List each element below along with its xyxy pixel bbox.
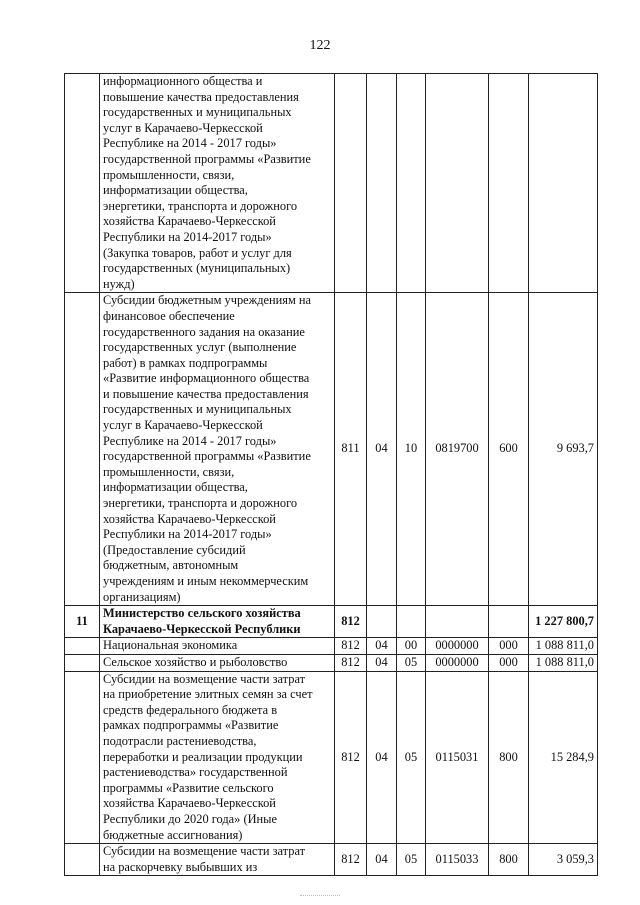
cell-expense-type: 600 <box>489 293 529 606</box>
cell-expense-type <box>489 74 529 293</box>
row-number <box>65 74 100 293</box>
row-name-line: и повышение качества предоставления <box>103 386 309 401</box>
cell-section <box>367 606 397 638</box>
row-name <box>100 638 335 655</box>
cell-target-item <box>426 606 489 638</box>
table-row <box>65 606 598 638</box>
cell-section: 04 <box>367 654 397 671</box>
cell-target-item: 0115033 <box>426 844 489 876</box>
row-name-line: хозяйства Карачаево-Черкесской <box>103 511 276 526</box>
cell-subsection: 05 <box>397 671 426 844</box>
row-name-line: учреждениям и иным некоммерческим <box>103 574 309 588</box>
cell-target-item <box>426 74 489 293</box>
cell-ved: 812 <box>335 654 367 671</box>
cell-target-item: 0819700 <box>426 293 489 606</box>
row-number <box>65 844 100 876</box>
cell-section: 04 <box>367 844 397 876</box>
row-name-line: бюджетные ассигнования) <box>103 827 243 842</box>
row-name-line: Республике на 2014 - 2017 годы» <box>103 433 277 448</box>
row-name <box>100 293 335 606</box>
row-name-line: повышение качества предоставления <box>103 89 299 104</box>
cell-target-item: 0115031 <box>426 671 489 844</box>
row-name-line: финансовое обеспечение <box>103 308 235 323</box>
row-name-line: хозяйства Карачаево-Черкесской <box>103 796 276 811</box>
cell-ved <box>335 74 367 293</box>
row-name-line: Республики на 2014-2017 годы» <box>103 229 272 244</box>
cell-subsection: 00 <box>397 638 426 655</box>
row-name-line: промышленности, связи, <box>103 167 235 182</box>
row-name-line: Республике на 2014 - 2017 годы» <box>103 136 277 151</box>
cell-section: 04 <box>367 671 397 844</box>
row-name-line: (Закупка товаров, работ и услуг для <box>103 245 292 260</box>
row-name-line: организациям) <box>103 589 181 604</box>
table-row <box>65 844 598 876</box>
row-name-line: энергетики, транспорта и дорожного <box>103 496 298 511</box>
row-name-line: средств федерального бюджета в <box>103 702 278 717</box>
row-number <box>65 293 100 606</box>
row-name-line: государственных услуг (выполнение <box>103 340 297 355</box>
cell-amount: 3 059,3 <box>529 844 598 876</box>
row-name-line: услуг в Карачаево-Черкесской <box>103 120 263 135</box>
row-name-line: услуг в Карачаево-Черкесской <box>103 418 263 433</box>
cell-expense-type: 800 <box>489 671 529 844</box>
cell-expense-type <box>489 606 529 638</box>
row-name-line: подотрасли растениеводства, <box>103 733 257 748</box>
cell-ved: 812 <box>335 671 367 844</box>
cell-subsection <box>397 606 426 638</box>
row-name-line: программы «Развитие сельского <box>103 780 274 795</box>
cell-ved: 812 <box>335 606 367 638</box>
row-name-line: Субсидии бюджетным учреждениям на <box>103 293 312 308</box>
row-name <box>100 671 335 844</box>
budget-table <box>64 73 598 876</box>
row-name-line: Республики на 2014-2017 годы» <box>103 527 272 542</box>
cell-ved: 811 <box>335 293 367 606</box>
row-name-line: государственного задания на оказание <box>103 324 305 339</box>
row-name-line: промышленности, связи, <box>103 464 235 479</box>
row-name <box>100 654 335 671</box>
row-name-line: на раскорчевку выбывших из <box>103 859 258 874</box>
cell-amount: 1 227 800,7 <box>529 606 598 638</box>
row-name-line: (Предоставление субсидий <box>103 542 246 557</box>
row-name-line: государственных (муниципальных) <box>103 261 291 276</box>
cell-target-item: 0000000 <box>426 654 489 671</box>
row-name-line: нужд) <box>103 276 135 291</box>
row-name-line: переработки и реализации продукции <box>103 749 303 764</box>
cell-subsection: 05 <box>397 844 426 876</box>
row-name-line: Сельское хозяйство и рыболовство <box>103 654 288 669</box>
row-name-line: государственной программы «Развитие <box>103 449 311 464</box>
row-number <box>65 654 100 671</box>
table-row <box>65 671 598 844</box>
row-number <box>65 638 100 655</box>
row-name-line: работ) в рамках подпрограммы <box>103 355 268 370</box>
row-name <box>100 74 335 293</box>
cell-expense-type: 000 <box>489 638 529 655</box>
row-name-line: государственных и муниципальных <box>103 402 292 417</box>
cell-amount: 1 088 811,0 <box>529 638 598 655</box>
row-name-line: государственных и муниципальных <box>103 105 292 120</box>
row-name-line: бюджетным, автономным <box>103 558 239 573</box>
row-name-line: информационного общества и <box>103 74 263 88</box>
cell-subsection: 10 <box>397 293 426 606</box>
table-row <box>65 638 598 655</box>
cell-section: 04 <box>367 293 397 606</box>
cell-section: 04 <box>367 638 397 655</box>
row-name-line: Карачаево-Черкесской Республики <box>103 621 301 636</box>
row-name-line: информатизации общества, <box>103 480 248 495</box>
row-name-line: «Развитие информационного общества <box>103 371 310 386</box>
row-name <box>100 844 335 876</box>
page-number: 122 <box>309 38 331 53</box>
table-row <box>65 74 598 293</box>
row-name-line: Республики до 2020 года» (Иные <box>103 811 277 826</box>
row-name-line: хозяйства Карачаево-Черкесской <box>103 214 276 229</box>
row-name-line: информатизации общества, <box>103 183 248 198</box>
cell-amount: 15 284,9 <box>529 671 598 844</box>
cell-section <box>367 74 397 293</box>
cell-amount: 9 693,7 <box>529 293 598 606</box>
row-name-line: Национальная экономика <box>103 638 238 653</box>
cell-amount <box>529 74 598 293</box>
row-name-line: рамках подпрограммы «Развитие <box>103 718 279 733</box>
cell-expense-type: 000 <box>489 654 529 671</box>
row-name-line: на приобретение элитных семян за счет <box>103 687 313 702</box>
row-number <box>65 671 100 844</box>
row-number: 11 <box>65 606 100 638</box>
cell-target-item: 0000000 <box>426 638 489 655</box>
cell-subsection <box>397 74 426 293</box>
cell-ved: 812 <box>335 638 367 655</box>
table-row <box>65 293 598 606</box>
table-row <box>65 654 598 671</box>
row-name-line: растениеводства» государственной <box>103 765 288 780</box>
row-name-line: государственной программы «Развитие <box>103 151 311 166</box>
row-name <box>100 606 335 638</box>
row-name-line: Субсидии на возмещение части затрат <box>103 844 306 859</box>
cell-subsection: 05 <box>397 654 426 671</box>
cell-amount: 1 088 811,0 <box>529 654 598 671</box>
cell-expense-type: 800 <box>489 844 529 876</box>
scan-artifact <box>300 895 340 897</box>
row-name-line: Министерство сельского хозяйства <box>103 606 301 621</box>
row-name-line: энергетики, транспорта и дорожного <box>103 198 298 213</box>
budget-table-body <box>65 74 598 876</box>
cell-ved: 812 <box>335 844 367 876</box>
row-name-line: Субсидии на возмещение части затрат <box>103 671 306 686</box>
